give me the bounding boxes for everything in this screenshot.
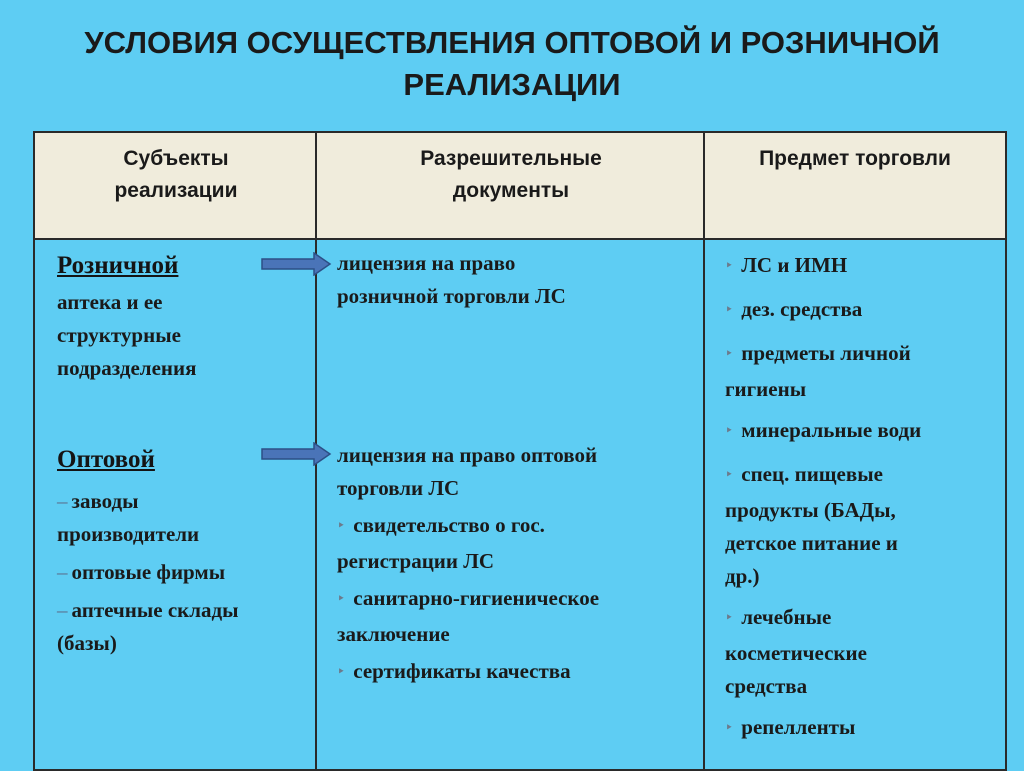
document-item [337, 509, 707, 578]
title-line-2: РЕАЛИЗАЦИИ [403, 67, 621, 102]
triangle-bullet-icon: ‣ [725, 424, 734, 439]
arrow-right-icon [260, 252, 332, 276]
triangle-bullet-icon: ‣ [725, 259, 734, 274]
header-goods [705, 143, 1005, 175]
header-subjects [35, 143, 317, 207]
header-subjects-line-1: Субъекты [123, 147, 229, 170]
retail-line: аптека и ее [57, 290, 163, 314]
arrow-right-icon [260, 442, 332, 466]
header-documents [317, 143, 705, 207]
goods-text: спец. пищевые [741, 462, 883, 486]
document-text: торговли ЛС [337, 476, 460, 500]
wholesale-item-text: производители [57, 522, 200, 546]
goods-text: средства [725, 674, 808, 698]
goods-text: гигиены [725, 377, 807, 401]
goods-text: минеральные води [741, 418, 922, 442]
triangle-bullet-icon: ‣ [725, 303, 734, 318]
triangle-bullet-icon: ‣ [725, 611, 734, 626]
retail-license [337, 247, 707, 313]
header-documents-line-2: документы [452, 179, 570, 202]
document-item [337, 582, 707, 651]
triangle-bullet-icon: ‣ [725, 721, 734, 736]
wholesale-item-text: (базы) [57, 631, 117, 655]
goods-text: детское питание и [725, 531, 898, 555]
wholesale-license [337, 439, 707, 505]
header-goods-line-1: Предмет торговли [759, 147, 951, 170]
page-title [0, 22, 1024, 106]
wholesale-item [57, 485, 312, 551]
document-text: сертификаты качества [353, 659, 571, 683]
wholesale-item [57, 556, 312, 589]
goods-item [725, 711, 1005, 747]
document-text: лицензия на право [337, 251, 516, 275]
header-subjects-line-2: реализации [114, 179, 238, 202]
table-header-row [35, 133, 1005, 240]
document-text: лицензия на право оптовой [337, 443, 598, 467]
goods-item [725, 249, 1005, 285]
goods-item [725, 337, 1005, 406]
dash-bullet: – [57, 560, 68, 584]
triangle-bullet-icon: ‣ [725, 347, 734, 362]
document-text: свидетельство о гос. [353, 513, 545, 537]
triangle-bullet-icon: ‣ [725, 468, 734, 483]
document-text: розничной торговли ЛС [337, 284, 566, 308]
goods-item [725, 293, 1005, 329]
dash-bullet: – [57, 598, 68, 622]
retail-line: структурные [57, 323, 181, 347]
wholesale-item-text: аптечные склады [71, 598, 239, 622]
goods-text: продукты (БАДы, [725, 498, 896, 522]
wholesale-item-text: заводы [71, 489, 139, 513]
retail-line: подразделения [57, 356, 197, 380]
goods-item [725, 414, 1005, 450]
goods-list [725, 249, 1005, 747]
wholesale-item [57, 594, 312, 660]
wholesale-item-text: оптовые фирмы [71, 560, 226, 584]
goods-text: лечебные [741, 605, 832, 629]
document-item [337, 655, 707, 691]
goods-text: др.) [725, 564, 760, 588]
goods-text: косметические [725, 641, 867, 665]
goods-item [725, 458, 1005, 593]
dash-bullet: – [57, 489, 68, 513]
document-text: регистрации ЛС [337, 549, 495, 573]
retail-heading: Розничной [57, 252, 179, 279]
wholesale-docs [337, 439, 707, 691]
triangle-bullet-icon: ‣ [337, 519, 346, 534]
triangle-bullet-icon: ‣ [337, 665, 346, 680]
goods-text: предметы личной [741, 341, 911, 365]
conditions-table [33, 131, 1007, 771]
document-text: санитарно-гигиеническое [353, 586, 600, 610]
goods-item [725, 601, 1005, 703]
goods-text: репелленты [741, 715, 856, 739]
triangle-bullet-icon: ‣ [337, 592, 346, 607]
goods-text: ЛС и ИМН [741, 253, 848, 277]
title-line-1: УСЛОВИЯ ОСУЩЕСТВЛЕНИЯ ОПТОВОЙ И РОЗНИЧНОЙ [84, 25, 940, 60]
wholesale-block [57, 445, 312, 660]
goods-text: дез. средства [741, 297, 863, 321]
document-text: заключение [337, 622, 450, 646]
wholesale-heading: Оптовой [57, 446, 155, 473]
header-documents-line-1: Разрешительные [420, 147, 602, 170]
